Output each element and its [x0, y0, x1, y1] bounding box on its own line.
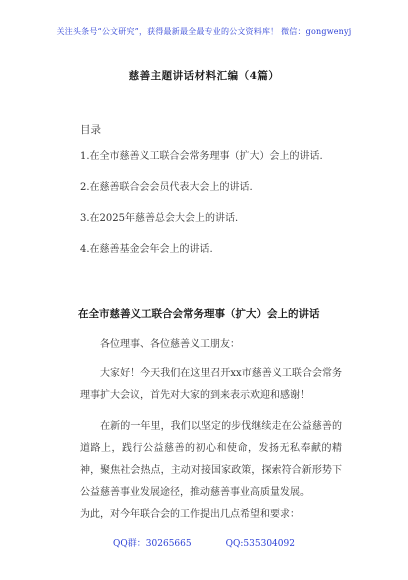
document-title: 慈善主题讲话材料汇编（4篇） — [128, 70, 280, 82]
header-notice: 关注头条号“公文研究”，获得最新最全最专业的公文资料库！ 微信：gongwenyj — [56, 27, 352, 36]
paragraph-text: 为此，对今年联合会的工作提出几点希望和要求： — [80, 509, 300, 520]
qq-group-number: QQ群：30265665 — [113, 539, 192, 549]
body-paragraph — [80, 363, 342, 407]
table-of-contents — [80, 150, 323, 274]
toc-item[interactable]: 2.在慈善联合会会员代表大会上的讲话. — [80, 182, 253, 193]
paragraph-text: 在新的一年里，我们以坚定的步伐继续走在公益慈善的道路上，践行公益慈善的初心和使命，发扬无私奉献的精神，聚焦社会热点，主动对接国家政策，探索符合新形势下公益慈善事业发展途径，推动慈善事业高质量发展。 — [80, 421, 342, 498]
greeting-paragraph — [80, 334, 342, 356]
toc-heading: 目录 — [80, 124, 101, 136]
toc-item[interactable]: 3.在2025年慈善总会大会上的讲话. — [80, 213, 239, 224]
toc-item[interactable]: 1.在全市慈善义工联合会常务理事（扩大）会上的讲话. — [80, 151, 323, 162]
paragraph-text: 大家好！今天我们在这里召开xx市慈善义工联合会常务理事扩大会议，首先对大家的到来表示欢迎和感谢！ — [80, 368, 342, 401]
footer-contact — [0, 536, 408, 549]
body-paragraph — [80, 416, 342, 504]
section-title: 在全市慈善义工联合会常务理事（扩大）会上的讲话 — [78, 308, 320, 320]
body-paragraph — [80, 504, 342, 526]
qq-number: QQ:535304092 — [225, 539, 295, 549]
toc-item[interactable]: 4.在慈善基金会年会上的讲话. — [80, 244, 213, 255]
greeting-text: 各位理事、各位慈善义工朋友： — [100, 339, 240, 350]
